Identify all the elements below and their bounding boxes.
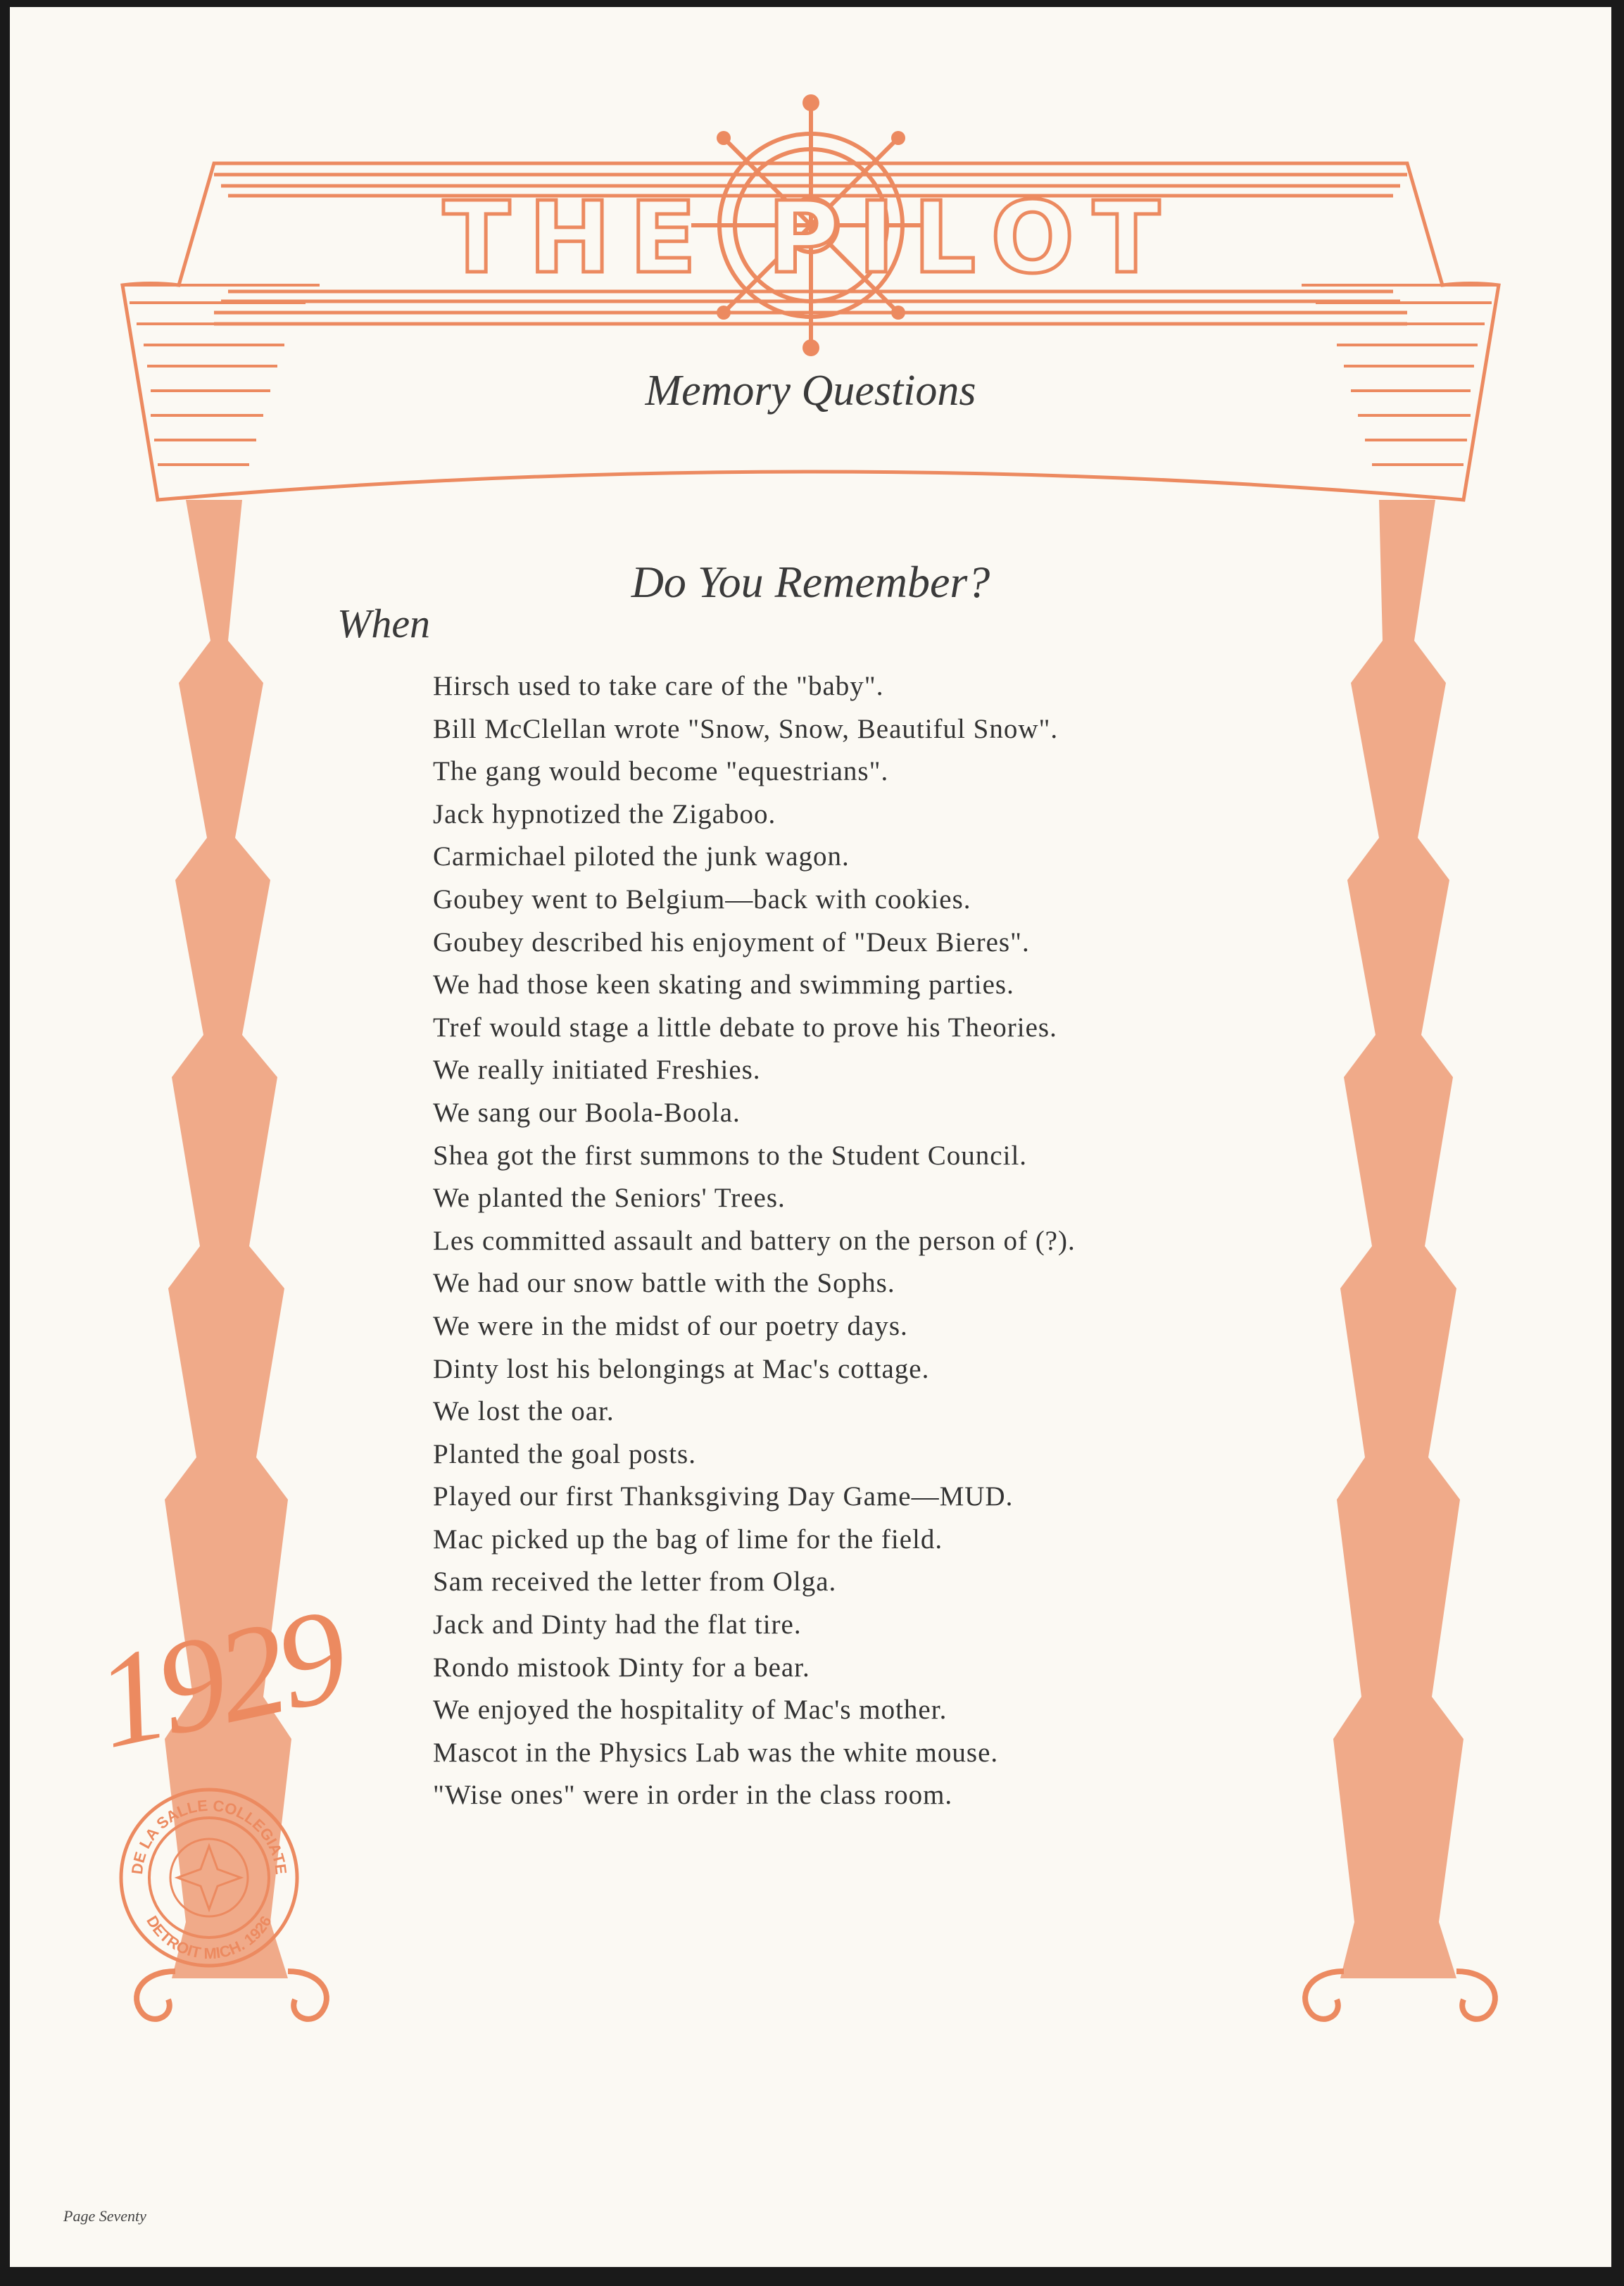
- year-numeral: 1929: [84, 1581, 355, 1778]
- page-subtitle: Memory Questions: [645, 367, 976, 415]
- masthead-title: THE PILOT: [443, 180, 1178, 296]
- list-item: Goubey described his enjoyment of "Deux Bieres".: [433, 927, 1030, 957]
- list-item: Jack hypnotized the Zigaboo.: [433, 798, 776, 829]
- list-item: Bill McClellan wrote "Snow, Snow, Beautiful Snow".: [433, 713, 1059, 744]
- list-item: We had those keen skating and swimming parties.: [433, 969, 1014, 1000]
- list-item: The gang would become "equestrians".: [433, 756, 889, 787]
- list-item: We were in the midst of our poetry days.: [433, 1310, 908, 1341]
- section-heading: Do You Remember?: [631, 557, 990, 607]
- list-item: Jack and Dinty had the flat tire.: [433, 1609, 802, 1640]
- list-item: We planted the Seniors' Trees.: [433, 1183, 786, 1214]
- list-item: We had our snow battle with the Sophs.: [433, 1268, 895, 1299]
- list-item: We sang our Boola-Boola.: [433, 1097, 741, 1128]
- list-item: We lost the oar.: [433, 1396, 615, 1427]
- list-lead-word: When: [337, 601, 431, 646]
- school-seal-icon: [114, 1783, 304, 1973]
- list-item: We enjoyed the hospitality of Mac's mother.: [433, 1695, 948, 1726]
- list-item: Played our first Thanksgiving Day Game—MUD.: [433, 1481, 1014, 1512]
- list-item: Sam received the letter from Olga.: [433, 1566, 837, 1597]
- list-item: Mac picked up the bag of lime for the field.: [433, 1524, 943, 1555]
- list-item: Tref would stage a little debate to prove his Theories.: [433, 1012, 1057, 1043]
- seal-text-top: DE LA SALLE COLLEGIATE: [127, 1796, 291, 1876]
- list-item: Dinty lost his belongings at Mac's cottage.: [433, 1353, 930, 1384]
- list-item: Shea got the first summons to the Student Council.: [433, 1140, 1028, 1171]
- list-item: Goubey went to Belgium—back with cookies.: [433, 884, 971, 915]
- page-number: Page Seventy: [63, 2207, 146, 2225]
- seal-text-bottom: DETROIT MICH. 1926: [143, 1912, 275, 1963]
- list-item: "Wise ones" were in order in the class room.: [433, 1780, 953, 1811]
- list-item: We really initiated Freshies.: [433, 1055, 761, 1086]
- list-item: Planted the goal posts.: [433, 1438, 696, 1469]
- list-item: Hirsch used to take care of the "baby".: [433, 671, 884, 701]
- list-item: Rondo mistook Dinty for a bear.: [433, 1652, 810, 1683]
- list-item: Les committed assault and battery on the person of (?).: [433, 1225, 1076, 1256]
- yearbook-page: [10, 7, 1611, 2267]
- list-item: Mascot in the Physics Lab was the white mouse.: [433, 1737, 999, 1768]
- memory-list: [433, 665, 1404, 1817]
- list-item: Carmichael piloted the junk wagon.: [433, 841, 850, 872]
